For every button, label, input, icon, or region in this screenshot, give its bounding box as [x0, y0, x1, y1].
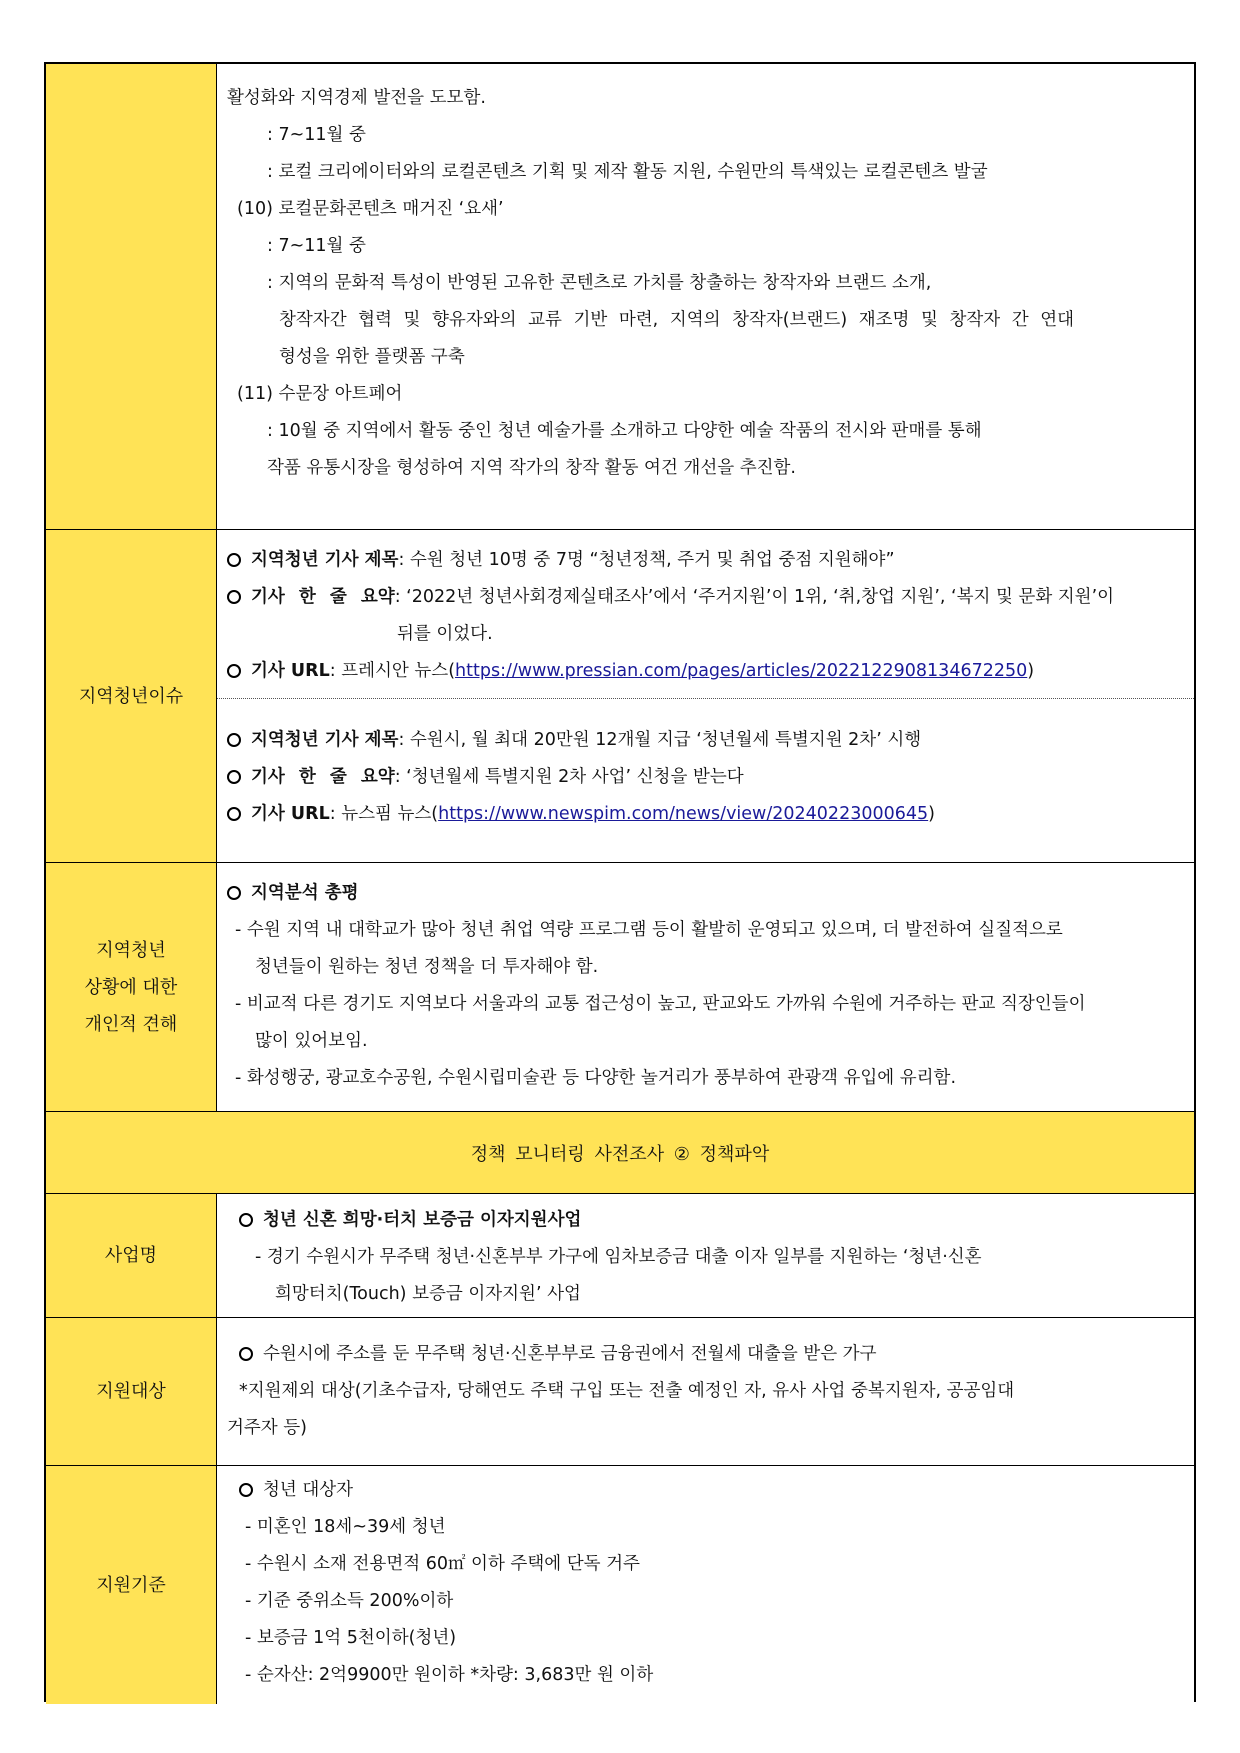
text-line: - 수원시 소재 전용면적 60㎡ 이하 주택에 단독 거주 — [245, 1554, 640, 1574]
article1-url-link[interactable]: https://www.pressian.com/pages/articles/2022122908134672250 — [455, 661, 1028, 681]
circle-bullet-icon — [227, 770, 241, 784]
article1-summary: 기사 한 줄 요약: ‘2022년 청년사회경제실태조사’에서 ‘주거지원’이 1위, ‘취,창업 지원’, ‘복지 및 문화 지원’이 — [227, 585, 1114, 609]
row-label-support-criteria: 지원기준 — [46, 1466, 217, 1704]
program-continuation-content — [217, 64, 1194, 529]
text-line: : 로컬 크리에이터와의 로컬콘텐츠 기획 및 제작 활동 지원, 수원만의 특색있는 로컬콘텐츠 발굴 — [267, 162, 988, 182]
article2-summary: 기사 한 줄 요약: ‘청년월세 특별지원 2차 사업’ 신청을 받는다 — [227, 765, 744, 789]
row-label-business-name: 사업명 — [46, 1194, 217, 1317]
text-line: 활성화와 지역경제 발전을 도모함. — [227, 88, 486, 108]
circle-bullet-icon — [227, 886, 241, 900]
youth-issue-content — [217, 530, 1194, 862]
text-line: - 경기 수원시가 무주택 청년·신혼부부 가구에 임차보증금 대출 이자 일부를 지원하는 ‘청년·신혼 — [255, 1247, 982, 1267]
circle-bullet-icon — [227, 664, 241, 678]
circle-bullet-icon — [239, 1483, 253, 1497]
row-label-empty — [46, 64, 217, 529]
target-line1: 수원시에 주소를 둔 무주택 청년·신혼부부로 금융권에서 전월세 대출을 받은 가구 — [239, 1342, 877, 1366]
text-line: - 보증금 1억 5천이하(청년) — [245, 1628, 457, 1648]
circle-bullet-icon — [227, 553, 241, 567]
business-heading: 청년 신혼 희망·터치 보증금 이자지원사업 — [239, 1208, 581, 1232]
text-line: 형성을 위한 플랫폼 구축 — [279, 347, 465, 367]
section-title-band — [46, 1112, 1194, 1194]
row-support-criteria — [46, 1466, 1194, 1704]
text-line: 많이 있어보임. — [255, 1031, 368, 1051]
criteria-heading: 청년 대상자 — [239, 1478, 353, 1502]
circle-bullet-icon — [227, 590, 241, 604]
text-line: 청년들이 원하는 청년 정책을 더 투자해야 함. — [255, 957, 599, 977]
row-label-youth-issue: 지역청년이슈 — [46, 530, 217, 862]
row-label-support-target: 지원대상 — [46, 1318, 217, 1465]
article2-url-link[interactable]: https://www.newspim.com/news/view/20240223000645 — [438, 804, 929, 824]
section-title: 정책 모니터링 사전조사 ② 정책파악 — [470, 1143, 770, 1165]
opinion-heading: 지역분석 총평 — [227, 881, 359, 905]
text-line: : 지역의 문화적 특성이 반영된 고유한 콘텐츠로 가치를 창출하는 창작자와 브랜드 소개, — [267, 273, 932, 293]
article1-url-line: 기사 URL: 프레시안 뉴스(https://www.pressian.com/pages/articles/2022122908134672250) — [227, 659, 1034, 683]
row-business-name — [46, 1194, 1194, 1318]
text-line: - 수원 지역 내 대학교가 많아 청년 취업 역량 프로그램 등이 활발히 운영되고 있으며, 더 발전하여 실질적으로 — [235, 920, 1063, 940]
circle-bullet-icon — [227, 807, 241, 821]
support-target-content — [217, 1318, 1194, 1465]
dotted-divider — [217, 698, 1194, 699]
row-personal-opinion — [46, 863, 1194, 1112]
circle-bullet-icon — [239, 1347, 253, 1361]
row-youth-issue — [46, 530, 1194, 863]
label-line: 지역청년 — [96, 939, 166, 961]
article1-title: 지역청년 기사 제목: 수원 청년 10명 중 7명 “청년정책, 주거 및 취업 중점 지원해야” — [227, 548, 895, 572]
text-line: : 7~11월 중 — [267, 125, 366, 145]
business-name-content — [217, 1194, 1194, 1317]
row-support-target — [46, 1318, 1194, 1466]
text-line: - 화성행궁, 광교호수공원, 수원시립미술관 등 다양한 놀거리가 풍부하여 관광객 유입에 유리함. — [235, 1068, 957, 1088]
label-line: 상황에 대한 — [84, 976, 178, 998]
article2-url-line: 기사 URL: 뉴스핌 뉴스(https://www.newspim.com/news/view/20240223000645) — [227, 802, 935, 826]
text-line: (10) 로컬문화콘텐츠 매거진 ‘요새’ — [237, 199, 504, 219]
text-line: : 10월 중 지역에서 활동 중인 청년 예술가를 소개하고 다양한 예술 작품의 전시와 판매를 통해 — [267, 421, 982, 441]
article2-title: 지역청년 기사 제목: 수원시, 월 최대 20만원 12개월 지급 ‘청년월세 특별지원 2차’ 시행 — [227, 728, 921, 752]
text-line: - 미혼인 18세~39세 청년 — [245, 1517, 446, 1537]
text-line: : 7~11월 중 — [267, 236, 366, 256]
text-line: 창작자간 협력 및 향유자와의 교류 기반 마련, 지역의 창작자(브랜드) 재조명 및 창작자 간 연대 — [279, 310, 1075, 330]
text-line: 거주자 등) — [227, 1418, 308, 1438]
text-line: 희망터치(Touch) 보증금 이자지원’ 사업 — [275, 1284, 581, 1304]
document-table — [44, 62, 1196, 1702]
text-line: 작품 유통시장을 형성하여 지역 작가의 창작 활동 여건 개선을 추진함. — [267, 458, 796, 478]
text-line: - 순자산: 2억9900만 원이하 *차량: 3,683만 원 이하 — [245, 1665, 654, 1685]
support-criteria-content — [217, 1466, 1194, 1704]
circle-bullet-icon — [227, 733, 241, 747]
label-line: 개인적 견해 — [84, 1013, 178, 1035]
row-program-continuation — [46, 64, 1194, 530]
row-label-personal-opinion — [46, 863, 217, 1111]
personal-opinion-content — [217, 863, 1194, 1111]
text-line: - 기준 중위소득 200%이하 — [245, 1591, 454, 1611]
article1-summary-cont: 뒤를 이었다. — [397, 624, 493, 644]
text-line: *지원제외 대상(기초수급자, 당해연도 주택 구입 또는 전출 예정인 자, 유사 사업 중복지원자, 공공임대 — [239, 1381, 1015, 1401]
text-line: - 비교적 다른 경기도 지역보다 서울과의 교통 접근성이 높고, 판교와도 가까워 수원에 거주하는 판교 직장인들이 — [235, 994, 1086, 1014]
circle-bullet-icon — [239, 1213, 253, 1227]
text-line: (11) 수문장 아트페어 — [237, 384, 403, 404]
